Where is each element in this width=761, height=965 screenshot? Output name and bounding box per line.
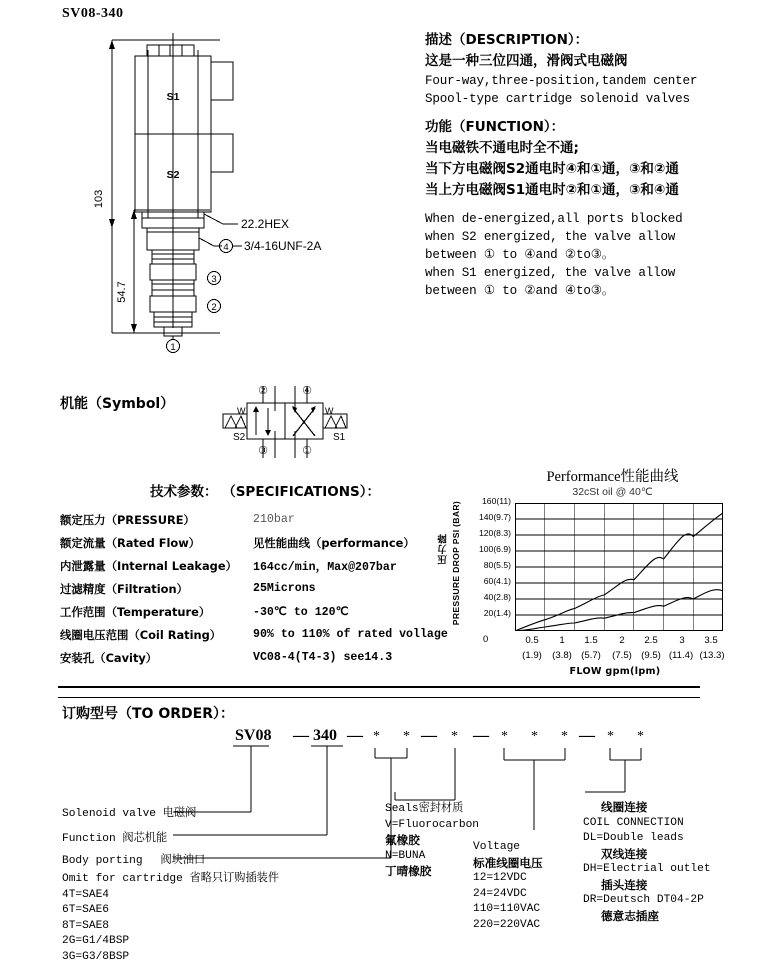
seals-line: V=Fluorocarbon <box>385 818 479 834</box>
porting-option: 4T=SAE4 <box>62 888 279 904</box>
voltage-heading-en: Voltage <box>473 840 543 856</box>
section-divider-top <box>58 686 700 688</box>
x-tick-gpm: 1 <box>547 635 577 646</box>
callout-hex: 22.2HEX <box>241 217 289 231</box>
spec-value: -30℃ to 120℃ <box>253 604 349 619</box>
coil-code: DH=Electrial outlet <box>583 862 711 878</box>
y-tick: 140(9.7) <box>479 513 511 522</box>
spacer <box>425 108 755 117</box>
symbol-port-2: ② <box>258 385 268 397</box>
symbol-spring-left: W <box>237 406 246 416</box>
spec-label: 内泄露量（Internal Leakage） <box>60 558 253 574</box>
y-tick: 40(2.8) <box>484 593 511 602</box>
order-option-seals <box>385 802 479 880</box>
symbol-section-title: 机能（Symbol） <box>60 393 174 413</box>
chart-ylabel-en: PRESSURE DROP PSI (BAR) <box>451 501 461 625</box>
label-s1: S1 <box>167 91 180 103</box>
coil-cn: 德意志插座 <box>583 909 711 925</box>
function-cn-3: 当上方电磁阀S1通电时②和①通，③和④通 <box>425 180 755 201</box>
y-tick: 60(4.1) <box>484 577 511 586</box>
x-tick-lpm: (9.5) <box>632 650 670 661</box>
x-tick-lpm: (13.3) <box>691 650 733 661</box>
spec-label: 安装孔（Cavity） <box>60 650 253 666</box>
chart-plot-area <box>515 503 723 631</box>
chart-title: Performance性能曲线 <box>475 465 750 486</box>
valve-technical-drawing <box>90 28 410 368</box>
voltage-heading-cn: 标准线圈电压 <box>473 856 543 872</box>
table-row <box>60 554 450 577</box>
order-option-coil-connection <box>583 800 711 924</box>
voltage-option: 12=12VDC <box>473 871 543 887</box>
y-tick: 120(8.3) <box>479 529 511 538</box>
specifications-table <box>60 508 450 669</box>
page-title: SV08-340 <box>62 6 124 22</box>
order-asterisk-5: * <box>531 729 538 744</box>
porting-option: 3G=G3/8BSP <box>62 950 279 965</box>
function-en-2: when S2 energized, the valve allow <box>425 228 755 246</box>
order-code-prefix: SV08 <box>235 727 271 744</box>
x-tick-lpm: (7.5) <box>603 650 641 661</box>
dim-height-total: 103 <box>93 190 105 208</box>
table-row <box>60 531 450 554</box>
spec-value: 210bar <box>253 513 295 526</box>
spec-label: 过滤精度（Filtration） <box>60 581 253 597</box>
description-en-2: Spool-type cartridge solenoid valves <box>425 90 755 108</box>
spec-value: 90% to 110% of rated vollage <box>253 628 448 641</box>
seals-line: N=BUNA <box>385 849 479 865</box>
x-tick-lpm: (11.4) <box>660 650 702 661</box>
coil-code: DR=Deutsch DT04-2P <box>583 893 711 909</box>
y-tick: 20(1.4) <box>484 609 511 618</box>
hydraulic-symbol-diagram <box>215 378 365 473</box>
coil-heading-cn: 线圈连接 <box>583 800 711 816</box>
y-tick: 80(5.5) <box>484 561 511 570</box>
order-asterisk-1: * <box>373 729 380 744</box>
coil-code: DL=Double leads <box>583 831 711 847</box>
spec-label: 额定流量（Rated Flow） <box>60 535 253 551</box>
order-asterisk-2: * <box>403 729 410 744</box>
table-row <box>60 623 450 646</box>
coil-cn: 插头连接 <box>583 878 711 894</box>
description-block <box>425 30 755 300</box>
order-asterisk-6: * <box>561 729 568 744</box>
seals-line: 氟橡胶 <box>385 833 479 849</box>
order-code-dash-4: — <box>472 727 490 744</box>
chart-y-ticks <box>461 501 511 633</box>
voltage-option: 110=110VAC <box>473 902 543 918</box>
callout-thread: 3/4-16UNF-2A <box>244 239 321 253</box>
x-tick-lpm: (1.9) <box>513 650 551 661</box>
function-en-4: when S1 energized, the valve allow <box>425 264 755 282</box>
order-option-porting <box>62 872 279 965</box>
symbol-port-4: ④ <box>302 385 312 397</box>
x-tick-lpm: (3.8) <box>543 650 581 661</box>
symbol-port-3: ③ <box>258 445 268 457</box>
dim-height-lower: 54.7 <box>116 281 128 302</box>
voltage-option: 24=24VDC <box>473 887 543 903</box>
chart-origin-label: 0 <box>483 633 488 644</box>
order-asterisk-3: * <box>451 729 458 744</box>
porting-option: 8T=SAE8 <box>62 919 279 935</box>
function-cn-2: 当下方电磁阀S2通电时④和①通，③和②通 <box>425 159 755 180</box>
table-row <box>60 600 450 623</box>
port-4: 4 <box>223 242 228 253</box>
x-tick-gpm: 1.5 <box>576 635 606 646</box>
x-tick-gpm: 0.5 <box>517 635 547 646</box>
order-code-dash-2: — <box>346 727 364 744</box>
x-tick-lpm: (5.7) <box>572 650 610 661</box>
coil-cn: 双线连接 <box>583 847 711 863</box>
chart-xlabel: FLOW gpm(lpm) <box>515 666 715 677</box>
voltage-option: 220=220VAC <box>473 918 543 934</box>
symbol-label-s2: S2 <box>233 432 246 443</box>
x-tick-gpm: 2 <box>607 635 637 646</box>
table-row <box>60 508 450 531</box>
function-en-3: between ① to ④and ②to③。 <box>425 246 755 264</box>
coil-heading-en: COIL CONNECTION <box>583 816 711 832</box>
x-tick-gpm: 2.5 <box>636 635 666 646</box>
x-tick-gpm: 3.5 <box>696 635 726 646</box>
porting-omit: Omit for cartridge 省略只订购插装件 <box>62 872 279 888</box>
port-2: 2 <box>211 302 216 313</box>
table-row <box>60 646 450 669</box>
order-asterisk-4: * <box>501 729 508 744</box>
spec-value: 25Microns <box>253 582 316 595</box>
table-row <box>60 577 450 600</box>
function-en-5: between ① to ②and ④to③。 <box>425 282 755 300</box>
order-code-series: 340 <box>313 727 337 744</box>
port-1: 1 <box>170 342 175 353</box>
spec-label: 线圈电压范围（Coil Rating） <box>60 627 253 643</box>
order-code-dash-5: — <box>578 727 596 744</box>
symbol-port-1: ① <box>302 445 312 457</box>
specifications-title: 技术参数： （SPECIFICATIONS）： <box>150 480 380 500</box>
y-tick: 100(6.9) <box>479 545 511 554</box>
description-heading: 描述（DESCRIPTION）： <box>425 30 755 51</box>
seals-line: 丁晴橡胶 <box>385 864 479 880</box>
order-code-dash-1: — <box>292 727 310 744</box>
order-label-body-porting: Body porting 阀块油口 <box>62 851 205 867</box>
label-s2: S2 <box>167 169 180 181</box>
chart-subtitle: 32cSt oil @ 40℃ <box>475 486 750 498</box>
porting-option: 6T=SAE6 <box>62 903 279 919</box>
function-heading: 功能（FUNCTION）： <box>425 117 755 138</box>
symbol-label-s1: S1 <box>333 432 346 443</box>
order-code-dash-3: — <box>420 727 438 744</box>
order-option-voltage <box>473 840 543 933</box>
description-cn: 这是一种三位四通，滑阀式电磁阀 <box>425 51 755 72</box>
porting-option: 2G=G1/4BSP <box>62 934 279 950</box>
spec-value: VC08-4(T4-3) see14.3 <box>253 651 392 664</box>
to-order-title: 订购型号（TO ORDER）： <box>62 703 234 723</box>
spec-value: 164cc/min，Max@207bar <box>253 558 397 574</box>
symbol-spring-right: W <box>325 406 334 416</box>
spec-label: 工作范围（Temperature） <box>60 604 253 620</box>
order-asterisk-8: * <box>637 729 644 744</box>
port-3: 3 <box>211 274 216 285</box>
x-tick-gpm: 3 <box>667 635 697 646</box>
section-divider-bottom <box>58 697 700 698</box>
spec-value: 见性能曲线（performance） <box>253 535 415 551</box>
chart-ylabel-cn: 压力降 <box>437 533 451 565</box>
spec-label: 额定压力（PRESSURE） <box>60 512 253 528</box>
function-en-1: When de-energized,all ports blocked <box>425 210 755 228</box>
description-en-1: Four-way,three-position,tandem center <box>425 72 755 90</box>
function-cn-1: 当电磁铁不通电时全不通; <box>425 138 755 159</box>
spacer <box>425 201 755 210</box>
performance-chart <box>435 465 755 680</box>
seals-heading: Seals密封材质 <box>385 802 479 818</box>
y-tick: 160(11) <box>482 497 511 506</box>
order-asterisk-7: * <box>607 729 614 744</box>
order-label-solenoid: Solenoid valve 电磁阀 <box>62 804 196 820</box>
order-label-function: Function 阀芯机能 <box>62 829 167 845</box>
